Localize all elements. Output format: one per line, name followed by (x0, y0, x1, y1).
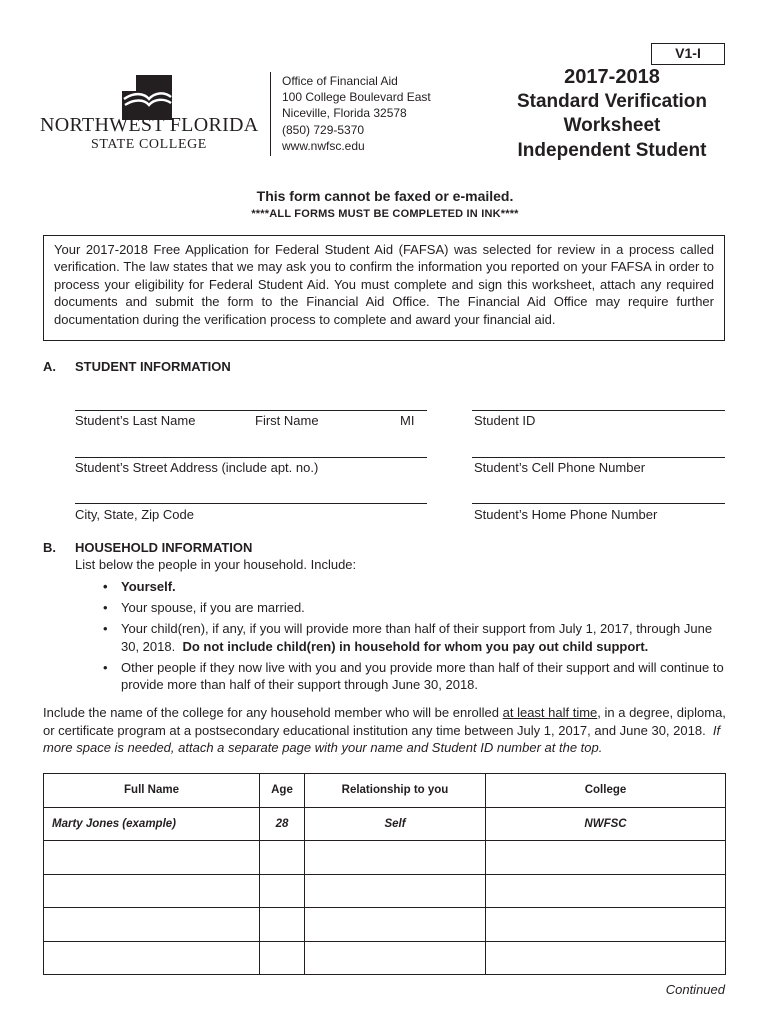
age-cell[interactable] (260, 941, 305, 975)
section-a-letter: A. (43, 359, 56, 374)
table-row-example (44, 807, 726, 841)
household-table (43, 773, 726, 975)
bullet-children-text: Your child(ren), if any, if you will provide more than half of their support from July 1, 2017, through June 30, 2018. (121, 621, 713, 654)
col-full-name: Full Name (44, 774, 260, 808)
bullet-other-people: • Other people if they now live with you and you provide more than half of their support and will continue to provide more than half of their support through June 30, 2018. (103, 659, 733, 694)
table-header-row (44, 774, 726, 808)
extra-space-note: If more space is needed, attach a separate page with your name and Student ID number at the top. (43, 722, 721, 755)
name-cell[interactable] (44, 908, 260, 942)
bullet-children (103, 620, 733, 655)
college-subname: STATE COLLEGE (91, 137, 207, 152)
ink-notice: ****ALL FORMS MUST BE COMPLETED IN INK**** (251, 208, 519, 220)
office-name: Office of Financial Aid (282, 74, 398, 88)
college-cell[interactable] (486, 874, 726, 908)
age-cell[interactable] (260, 841, 305, 875)
table-row (44, 874, 726, 908)
age-cell[interactable] (260, 874, 305, 908)
bullet-spouse: • Your spouse, if you are married. (103, 599, 733, 617)
college-cell[interactable] (486, 941, 726, 975)
college-instructions-text: Include the name of the college for any household member who will be enrolled (43, 705, 499, 720)
section-b-title: HOUSEHOLD INFORMATION (75, 540, 253, 555)
half-time-phrase: at least half time (502, 705, 598, 720)
example-age: 28 (260, 807, 305, 841)
age-cell[interactable] (260, 908, 305, 942)
example-name: Marty Jones (example) (44, 807, 260, 841)
office-address-line1: 100 College Boulevard East (282, 90, 431, 105)
table-row (44, 941, 726, 975)
relationship-cell[interactable] (305, 941, 486, 975)
city-state-zip-line[interactable] (75, 503, 427, 504)
home-phone-label: Student’s Home Phone Number (474, 507, 658, 522)
college-instructions (43, 704, 733, 757)
table-row (44, 841, 726, 875)
col-relationship: Relationship to you (305, 774, 486, 808)
title-line-3: Independent Student (517, 139, 707, 161)
title-line-1: Standard Verification (516, 90, 708, 112)
household-intro: List below the people in your household. Include: (75, 557, 357, 572)
continued-label: Continued (665, 982, 725, 997)
college-instructions-text-2: , in a degree, diploma, or certificate program at a postsecondary educational institution any time between July 1, 2017, and June 30, 2018. (43, 705, 726, 738)
section-a-title: STUDENT INFORMATION (75, 359, 231, 374)
title-line-2: Worksheet (563, 115, 661, 136)
bullet-yourself: • Yourself. (103, 578, 733, 596)
cell-phone-label: Student’s Cell Phone Number (474, 460, 646, 475)
student-id-label: Student ID (474, 413, 536, 428)
student-id-line[interactable] (472, 410, 725, 411)
cell-phone-line[interactable] (472, 457, 725, 458)
mi-label: MI (400, 413, 415, 428)
table-row (44, 908, 726, 942)
last-name-label: Student’s Last Name (75, 413, 196, 428)
street-address-label: Student’s Street Address (include apt. no.) (75, 460, 319, 475)
name-cell[interactable] (44, 841, 260, 875)
first-name-label: First Name (255, 413, 319, 428)
name-cell[interactable] (44, 941, 260, 975)
bullet-children-exclusion: Do not include child(ren) in household for whom you pay out child support. (182, 638, 649, 654)
student-name-line[interactable] (75, 410, 427, 411)
college-cell[interactable] (486, 908, 726, 942)
office-phone: (850) 729-5370 (282, 122, 365, 137)
no-fax-notice: This form cannot be faxed or e-mailed. (256, 188, 514, 204)
form-version-label: V1-I (651, 43, 725, 65)
form-title (498, 65, 726, 163)
office-address-block (282, 73, 431, 154)
college-cell[interactable] (486, 841, 726, 875)
city-state-zip-label: City, State, Zip Code (75, 507, 194, 522)
section-b-letter: B. (43, 540, 56, 555)
street-address-line[interactable] (75, 457, 427, 458)
relationship-cell[interactable] (305, 874, 486, 908)
household-include-list (103, 578, 733, 697)
relationship-cell[interactable] (305, 841, 486, 875)
home-phone-line[interactable] (472, 503, 725, 504)
header-divider (270, 72, 271, 156)
intro-text-box: Your 2017-2018 Free Application for Federal Student Aid (FAFSA) was selected for review in a process called verification. The law states that we may ask you to confirm the information you reported on your FAFSA in order to process your eligibility for Federal Student Aid. You must complete and sign this worksheet, attach any required documents and submit the form to the Financial Aid Office. The Financial Aid Office may require further documentation during the verification process to complete and award your financial aid. (43, 235, 725, 341)
relationship-cell[interactable] (305, 908, 486, 942)
col-college: College (486, 774, 726, 808)
award-year: 2017-2018 (564, 66, 660, 88)
office-address-line2: Niceville, Florida 32578 (282, 106, 407, 121)
office-website: www.nwfsc.edu (282, 138, 365, 153)
col-age: Age (260, 774, 305, 808)
name-cell[interactable] (44, 874, 260, 908)
example-college: NWFSC (486, 807, 726, 841)
example-relationship: Self (305, 807, 486, 841)
college-name: NORTHWEST FLORIDA (40, 114, 259, 136)
